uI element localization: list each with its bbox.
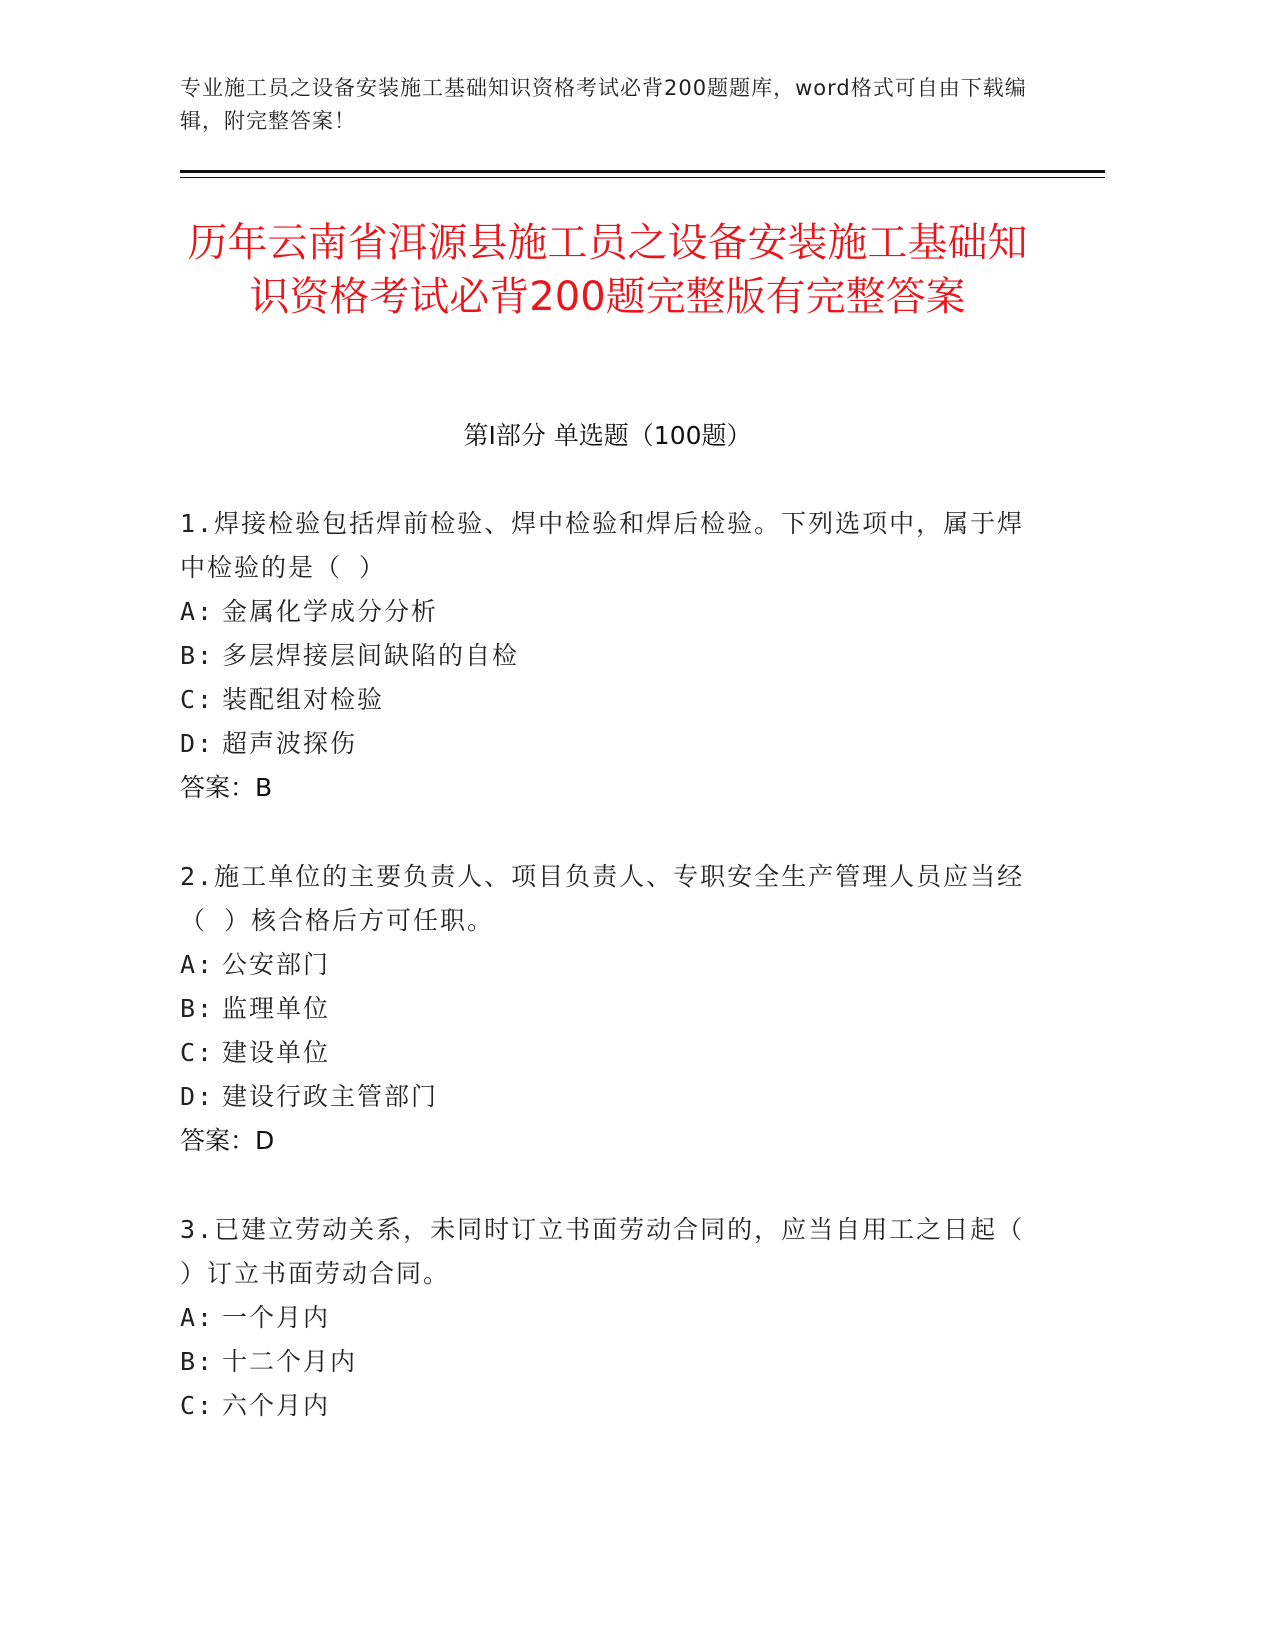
option-b xyxy=(180,634,1025,678)
question-list xyxy=(180,502,1025,1473)
question-text: 2.施工单位的主要负责人、项目负责人、专职安全生产管理人员应当经（ ）核合格后方可任职。 xyxy=(180,862,1025,935)
option-c xyxy=(180,1031,1025,1075)
option-text: 六个月内 xyxy=(222,1391,331,1420)
option-b xyxy=(180,987,1025,1031)
option-a xyxy=(180,590,1025,634)
option-text: 一个月内 xyxy=(222,1303,331,1332)
option-b xyxy=(180,1340,1025,1384)
option-c xyxy=(180,678,1025,722)
option-a xyxy=(180,1296,1025,1340)
option-letter: B: xyxy=(180,1347,215,1376)
option-d xyxy=(180,1075,1025,1119)
option-text: 监理单位 xyxy=(222,994,331,1023)
question-2 xyxy=(180,855,1025,1163)
answer-line xyxy=(180,766,1025,810)
option-letter: A: xyxy=(180,950,215,979)
question-3 xyxy=(180,1208,1025,1428)
option-letter: C: xyxy=(180,1391,215,1420)
option-letter: B: xyxy=(180,994,215,1023)
option-letter: D: xyxy=(180,1082,215,1111)
option-a xyxy=(180,943,1025,987)
answer-label: 答案： xyxy=(180,773,256,802)
header-divider-thin xyxy=(180,177,1105,178)
option-letter: D: xyxy=(180,729,215,758)
answer-value: D xyxy=(255,1126,275,1155)
option-text: 超声波探伤 xyxy=(222,729,358,758)
question-text: 3.已建立劳动关系，未同时订立书面劳动合同的，应当自用工之日起（ ）订立书面劳动合同。 xyxy=(180,1215,1025,1288)
answer-label: 答案： xyxy=(180,1126,256,1155)
option-c xyxy=(180,1384,1025,1428)
option-letter: C: xyxy=(180,685,215,714)
option-text: 十二个月内 xyxy=(222,1347,358,1376)
option-text: 公安部门 xyxy=(222,950,331,979)
answer-line xyxy=(180,1119,1025,1163)
question-text: 1.焊接检验包括焊前检验、焊中检验和焊后检验。下列选项中，属于焊中检验的是（ ） xyxy=(180,509,1025,582)
option-letter: B: xyxy=(180,641,215,670)
question-1 xyxy=(180,502,1025,810)
section-title: 第Ⅰ部分 单选题（100题） xyxy=(463,421,752,450)
document-title: 历年云南省洱源县施工员之设备安装施工基础知识资格考试必背200题完整版有完整答案 xyxy=(187,220,1028,320)
option-letter: A: xyxy=(180,597,215,626)
option-text: 装配组对检验 xyxy=(222,685,385,714)
option-text: 金属化学成分分析 xyxy=(222,597,439,626)
header-note: 专业施工员之设备安装施工基础知识资格考试必背200题题库，word格式可自由下载编辑，附完整答案！ xyxy=(180,76,1027,133)
option-text: 多层焊接层间缺陷的自检 xyxy=(222,641,520,670)
option-text: 建设单位 xyxy=(222,1038,331,1067)
header-divider-thick xyxy=(180,170,1105,173)
option-letter: C: xyxy=(180,1038,215,1067)
option-text: 建设行政主管部门 xyxy=(222,1082,439,1111)
option-letter: A: xyxy=(180,1303,215,1332)
answer-value: B xyxy=(255,773,273,802)
option-d xyxy=(180,722,1025,766)
